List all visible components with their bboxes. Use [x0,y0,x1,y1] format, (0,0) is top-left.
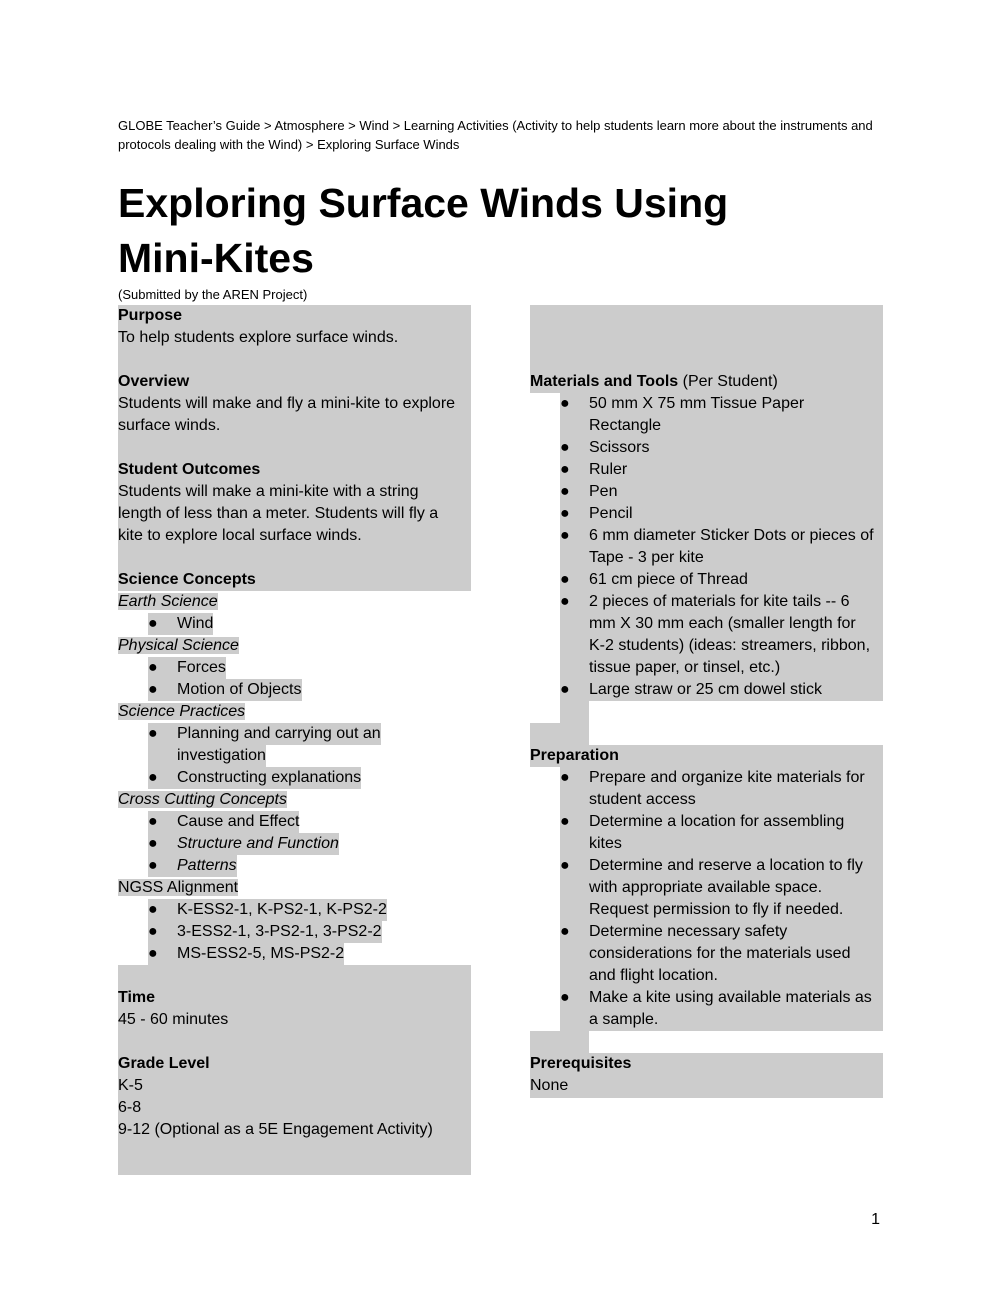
list-item-text: and flight location. [589,965,883,987]
list-item-text: Tape - 3 per kite [589,547,883,569]
list-item [530,569,883,591]
bullet-icon: ● [560,813,570,830]
list-spacer [530,701,883,723]
ngss-heading: NGSS Alignment [118,879,239,896]
list-item-text: kites [589,833,883,855]
list-item-continued [530,1009,883,1031]
list-item: ● Motion of Objects [118,679,471,701]
list-item: ● Constructing explanations [118,767,471,789]
preparation-list [530,767,883,1031]
bullet-icon: ● [148,945,158,962]
list-item [530,437,883,459]
spacer [118,349,471,371]
title-line: Exploring Surface Winds Using [118,180,729,226]
submitted-by: (Submitted by the AREN Project) [118,287,308,302]
list-item-text: Make a kite using available materials as [589,987,883,1009]
list-item-text: a sample. [589,1009,883,1031]
list-item-continued [530,899,883,921]
list-item-text: Determine and reserve a location to fly [589,855,883,877]
breadcrumb-line: protocols dealing with the Wind) > Exploring Surface Winds [118,137,460,152]
left-column [118,305,471,1175]
prerequisites-heading: Prerequisites [530,1053,883,1075]
list-item-text: Scissors [589,437,883,459]
overview-heading: Overview [118,371,471,393]
list-item-text: Prepare and organize kite materials for [589,767,883,789]
list-item-text: Pen [589,481,883,503]
list-item: ● MS-ESS2-5, MS-PS2-2 [118,943,471,965]
list-item [530,525,883,547]
science-concepts-heading: Science Concepts [118,569,471,591]
list-item-continued [530,789,883,811]
bullet-icon: ● [560,439,570,456]
list-item: ● Structure and Function [118,833,471,855]
list-item-text: with appropriate available space. [589,877,883,899]
materials-note: (Per Student) [678,373,778,390]
bullet-icon: ● [148,725,158,742]
overview-text: Students will make and fly a mini-kite to explore [118,393,471,415]
list-item [530,459,883,481]
list-item [530,767,883,789]
prerequisites-text: None [530,1075,883,1098]
spacer [118,1031,471,1053]
bullet-icon: ● [560,857,570,874]
list-item-text: Request permission to fly if needed. [589,899,883,921]
list-item [530,503,883,525]
list-item: ● K-ESS2-1, K-PS2-1, K-PS2-2 [118,899,471,921]
materials-heading-line [530,371,883,393]
page-number: 1 [871,1211,880,1228]
bullet-icon: ● [148,923,158,940]
spacer [118,1141,471,1175]
bullet-icon: ● [560,483,570,500]
list-item: ● Cause and Effect [118,811,471,833]
list-item: ● Wind [118,613,471,635]
list-item [530,987,883,1009]
list-item [530,921,883,943]
outcomes-text: kite to explore local surface winds. [118,525,471,547]
bullet-icon: ● [560,461,570,478]
outcomes-heading: Student Outcomes [118,459,471,481]
materials-list [530,393,883,701]
list-item [530,679,883,701]
list-item-continued [530,547,883,569]
list-item-text: Determine necessary safety [589,921,883,943]
outcomes-text: length of less than a meter. Students will fly a [118,503,471,525]
list-item-text: 2 pieces of materials for kite tails -- 6 [589,591,883,613]
list-item-text: tissue paper, or tinsel, etc.) [589,657,883,679]
bullet-icon: ● [148,681,158,698]
grade-heading: Grade Level [118,1053,471,1075]
crosscutting-label: Cross Cutting Concepts [118,791,287,808]
list-item-text: 61 cm piece of Thread [589,569,883,591]
list-item-text: Large straw or 25 cm dowel stick [589,679,883,701]
grade-text: 6-8 [118,1097,471,1119]
list-item: ● Patterns [118,855,471,877]
bullet-icon: ● [560,527,570,544]
grade-text: 9-12 (Optional as a 5E Engagement Activity) [118,1119,471,1141]
breadcrumb [118,116,888,154]
purpose-text: To help students explore surface winds. [118,327,471,349]
list-item: ● Forces [118,657,471,679]
preparation-heading: Preparation [530,745,883,767]
bullet-icon: ● [148,857,158,874]
list-item-text: student access [589,789,883,811]
grade-text: K-5 [118,1075,471,1097]
bullet-icon: ● [148,769,158,786]
bullet-icon: ● [560,681,570,698]
page-title [118,176,878,286]
list-item-continued [530,877,883,899]
bullet-icon: ● [148,901,158,918]
breadcrumb-line: GLOBE Teacher’s Guide > Atmosphere > Wind > Learning Activities (Activity to help students learn more about the instruments and [118,118,873,133]
list-item [530,811,883,833]
time-text: 45 - 60 minutes [118,1009,471,1031]
materials-heading: Materials and Tools [530,373,679,390]
earth-science-label: Earth Science [118,593,218,610]
bullet-icon: ● [560,989,570,1006]
list-item-continued [530,965,883,987]
bullet-icon: ● [560,395,570,412]
spacer [118,965,471,987]
bullet-icon: ● [148,615,158,632]
list-item-text: Rectangle [589,415,883,437]
list-item-continued [530,415,883,437]
list-item-continued: investigation [118,745,471,767]
list-item-text: 6 mm diameter Sticker Dots or pieces of [589,525,883,547]
outcomes-text: Students will make a mini-kite with a string [118,481,471,503]
overview-text: surface winds. [118,415,471,437]
list-item-text: considerations for the materials used [589,943,883,965]
purpose-heading: Purpose [118,305,471,327]
list-spacer [530,723,883,745]
list-item-continued [530,943,883,965]
list-item-text: Pencil [589,503,883,525]
bullet-icon: ● [560,593,570,610]
list-item [530,481,883,503]
list-item-text: K-2 students) (ideas: streamers, ribbon, [589,635,883,657]
bullet-icon: ● [148,813,158,830]
bullet-icon: ● [560,505,570,522]
list-item [530,393,883,415]
list-item-continued [530,613,883,635]
bullet-icon: ● [560,769,570,786]
list-item-continued [530,635,883,657]
list-item [530,855,883,877]
list-item: ● 3-ESS2-1, 3-PS2-1, 3-PS2-2 [118,921,471,943]
spacer [530,305,883,371]
spacer [118,437,471,459]
list-item-continued [530,657,883,679]
list-item-continued [530,833,883,855]
list-item: ● Planning and carrying out an [118,723,471,745]
list-item [530,591,883,613]
science-practices-label: Science Practices [118,703,246,720]
time-heading: Time [118,987,471,1009]
list-item-text: Ruler [589,459,883,481]
bullet-icon: ● [148,659,158,676]
list-item-text: 50 mm X 75 mm Tissue Paper [589,393,883,415]
physical-science-label: Physical Science [118,637,239,654]
bullet-icon: ● [560,571,570,588]
list-item-text: Determine a location for assembling [589,811,883,833]
spacer [118,547,471,569]
right-column [530,305,883,1098]
list-item-text: mm X 30 mm each (smaller length for [589,613,883,635]
bullet-icon: ● [148,835,158,852]
title-line: Mini-Kites [118,235,314,281]
bullet-icon: ● [560,923,570,940]
